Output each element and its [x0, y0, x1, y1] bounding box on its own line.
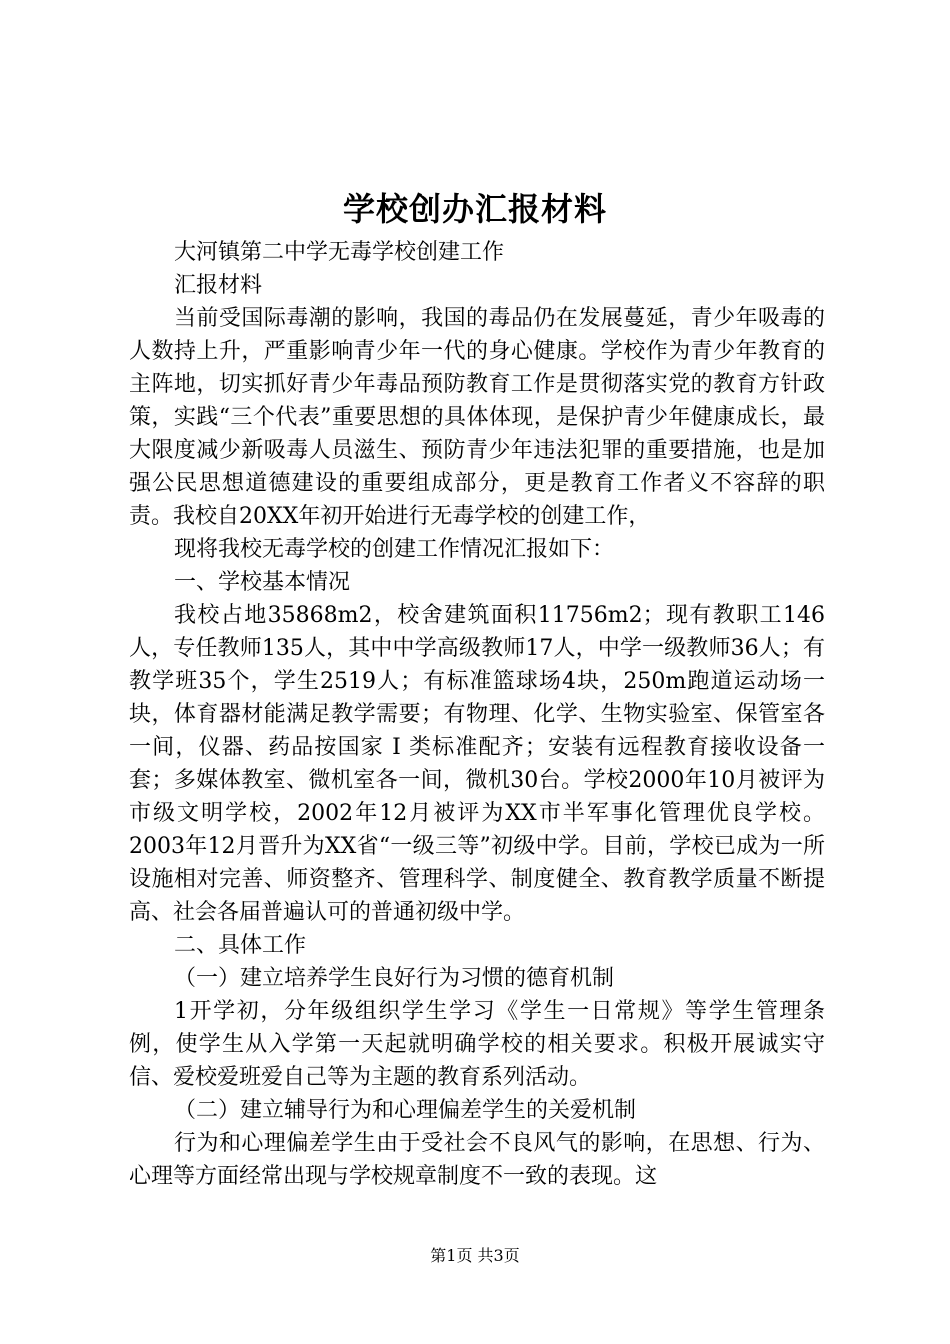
heading-basic-info: 一、学校基本情况 — [174, 570, 351, 595]
paragraph-basic-info: 我校占地35868m2，校舍建筑面积11756m2；现有教职工146人，专任教师135人，其中中学高级教师17人，中学一级教师36人；有教学班35个，学生2519人；有标准篮球场4块，250m跑道运动场一块，体育器材能满足教学需要；有物理、化学、生物实验室、保管室各一间，仪器、药品按国家 I 类标准配齐；安装有远程教育接收设备一套；多媒体教室、微机室各一间，微机30台。学校2000年10月被评为市级文明学校，2002年12月被评为XX市半军事化管理优良学校。2003年12月晋升为XX省“一级三等”初级中学。目前，学校已成为一所设施相对完善、师资整齐、管理科学、制度健全、教育教学质量不断提高、社会各届普遍认可的普通初级中学。 — [129, 603, 825, 925]
document-title: 学校创办汇报材料 — [342, 190, 607, 228]
subheading-moral-mechanism: （一）建立培养学生良好行为习惯的德育机制 — [174, 966, 615, 991]
paragraph-care-mechanism: 行为和心理偏差学生由于受社会不良风气的影响，在思想、行为、心理等方面经常出现与学校规章制度不一致的表现。这 — [129, 1131, 825, 1189]
paragraph-report-label: 汇报材料 — [174, 273, 263, 298]
subheading-care-mechanism: （二）建立辅导行为和心理偏差学生的关爱机制 — [174, 1098, 637, 1123]
paragraph-moral-mechanism: 1开学初，分年级组织学生学习《学生一日常规》等学生管理条例，使学生从入学第一天起就明确学校的相关要求。积极开展诚实守信、爱校爱班爱自己等为主题的教育系列活动。 — [129, 999, 825, 1090]
document-body — [129, 236, 825, 1193]
paragraph-school-name: 大河镇第二中学无毒学校创建工作 — [174, 240, 505, 265]
paragraph-report-lead: 现将我校无毒学校的创建工作情况汇报如下： — [174, 537, 615, 562]
page-footer: 第1页 共3页 — [430, 1246, 520, 1265]
heading-specific-work: 二、具体工作 — [174, 933, 307, 958]
paragraph-intro: 当前受国际毒潮的影响，我国的毒品仍在发展蔓延，青少年吸毒的人数持上升，严重影响青少年一代的身心健康。学校作为青少年教育的主阵地，切实抓好青少年毒品预防教育工作是贯彻落实党的教育方针政策，实践“三个代表”重要思想的具体体现，是保护青少年健康成长，最大限度减少新吸毒人员滋生、预防青少年违法犯罪的重要措施，也是加强公民思想道德建设的重要组成部分，更是教育工作者义不容辞的职责。我校自20XX年初开始进行无毒学校的创建工作， — [129, 306, 825, 529]
